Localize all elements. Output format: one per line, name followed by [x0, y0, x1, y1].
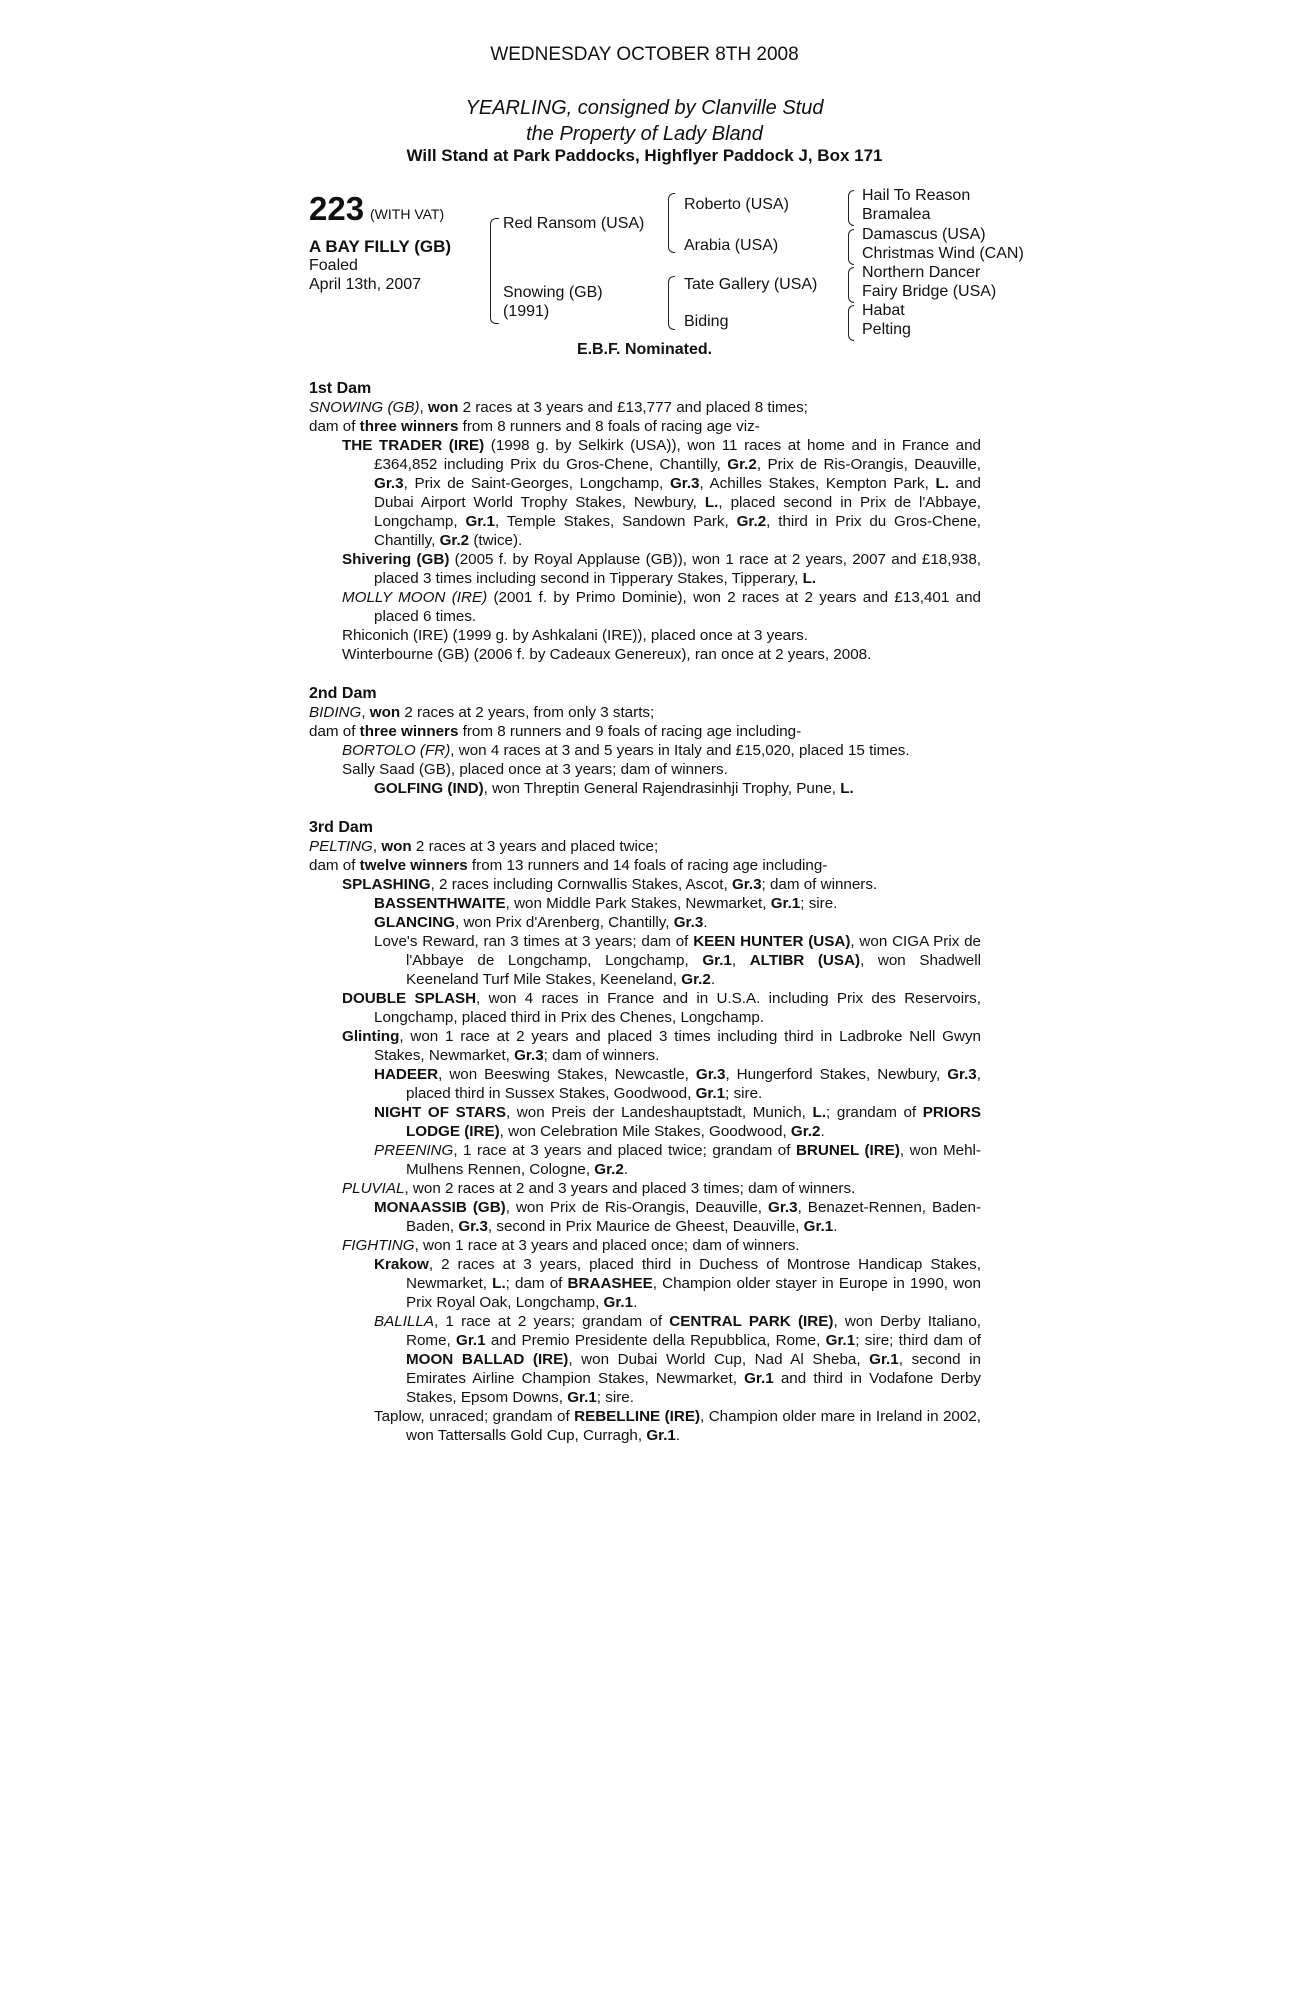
pedigree-entry: BIDING, won 2 races at 2 years, from only 3 starts;: [309, 704, 655, 721]
section-heading: 3rd Dam: [309, 819, 374, 836]
pedigree-entry: SPLASHING, 2 races including Cornwallis Stakes, Ascot, Gr.3; dam of winners.: [342, 876, 878, 893]
pedigree-entry: NIGHT OF STARS, won Preis der Landeshauptstadt, Munich, L.; grandam of PRIORS LODGE (IRE), won Celebration Mile Stakes, Goodwood, Gr.2.: [374, 1104, 982, 1140]
pedigree-g7: Habat: [862, 302, 905, 319]
pedigree-entry: dam of three winners from 8 runners and 9 foals of racing age including-: [309, 723, 802, 740]
dam-line-text: [309, 379, 981, 1445]
pedigree-g8: Pelting: [862, 321, 911, 338]
pedigree-entry: MONAASSIB (GB), won Prix de Ris-Orangis, Deauville, Gr.3, Benazet-Rennen, Baden-Baden, Gr.3, second in Prix Maurice de Gheest, Deauville, Gr.1.: [374, 1199, 982, 1235]
ebf-nomination: E.B.F. Nominated.: [576, 341, 713, 358]
pedigree-brace-g2: [848, 229, 854, 265]
pedigree-entry: THE TRADER (IRE) (1998 g. by Selkirk (USA)), won 11 races at home and in France and £364,852 including Prix du Gros-Chene, Chantilly, Gr.2, Prix de Ris-Orangis, Deauville, Gr.3, Prix de Saint-Georges, Longchamp, Gr.3, Achilles Stakes, Kempton Park, L. and Dubai Airport World Trophy Stakes, Newbury, L., placed second in Prix de l'Abbaye, Longchamp, Gr.1, Temple Stakes, Sandown Park, Gr.2, third in Prix du Gros-Chene, Chantilly, Gr.2 (twice).: [342, 437, 982, 549]
stabling-line: Will Stand at Park Paddocks, Highflyer Paddock J, Box 171: [406, 146, 883, 165]
pedigree-entry: Krakow, 2 races at 3 years, placed third in Duchess of Montrose Handicap Stakes, Newmarket, L.; dam of BRAASHEE, Champion older stayer in Europe in 1990, won Prix Royal Oak, Longchamp, Gr.1.: [374, 1256, 981, 1311]
pedigree-dam-sire: Tate Gallery (USA): [684, 276, 818, 293]
pedigree-dam-year: (1991): [503, 303, 550, 320]
vat-note: (WITH VAT): [370, 206, 445, 222]
pedigree-entry: Sally Saad (GB), placed once at 3 years; dam of winners.: [342, 761, 728, 778]
pedigree-sire-dam: Arabia (USA): [684, 237, 779, 254]
section-1st-dam: [309, 379, 981, 664]
pedigree-entry: PELTING, won 2 races at 3 years and placed twice;: [309, 838, 659, 855]
pedigree-entry: GLANCING, won Prix d'Arenberg, Chantilly, Gr.3.: [374, 914, 708, 931]
pedigree-g5: Northern Dancer: [862, 264, 981, 281]
pedigree-g2: Bramalea: [862, 206, 931, 223]
foaled-label: Foaled: [309, 257, 358, 274]
lot-number: 223: [309, 190, 365, 227]
sale-date: WEDNESDAY OCTOBER 8TH 2008: [490, 44, 799, 65]
pedigree-entry: MOLLY MOON (IRE) (2001 f. by Primo Dominie), won 2 races at 2 years and £13,401 and placed 6 times.: [342, 589, 981, 625]
pedigree-entry: BORTOLO (FR), won 4 races at 3 and 5 years in Italy and £15,020, placed 15 times.: [342, 742, 910, 759]
pedigree-entry: HADEER, won Beeswing Stakes, Newcastle, Gr.3, Hungerford Stakes, Newbury, Gr.3, placed third in Sussex Stakes, Goodwood, Gr.1; sire.: [374, 1066, 981, 1102]
pedigree-brace-main: [490, 218, 499, 324]
pedigree-entry: GOLFING (IND), won Threptin General Rajendrasinhji Trophy, Pune, L.: [374, 780, 854, 797]
pedigree-entry: PLUVIAL, won 2 races at 2 and 3 years and placed 3 times; dam of winners.: [342, 1180, 856, 1197]
pedigree-brace-dam: [668, 276, 675, 330]
pedigree-brace-g4: [848, 305, 854, 341]
foaled-date: April 13th, 2007: [309, 276, 422, 293]
pedigree-brace-g3: [848, 267, 854, 303]
section-heading: 1st Dam: [309, 380, 372, 397]
pedigree-entry: Shivering (GB) (2005 f. by Royal Applause (GB)), won 1 race at 2 years, 2007 and £18,938, placed 3 times including second in Tipperary Stakes, Tipperary, L.: [342, 551, 981, 587]
pedigree-sire: Red Ransom (USA): [503, 215, 645, 232]
pedigree-dam: Snowing (GB): [503, 284, 603, 301]
pedigree-brace-sire: [668, 193, 675, 253]
pedigree-entry: BALILLA, 1 race at 2 years; grandam of CENTRAL PARK (IRE), won Derby Italiano, Rome, Gr.1 and Premio Presidente della Repubblica, Rome, Gr.1; sire; third dam of MOON BALLAD (IRE), won Dubai World Cup, Nad Al Sheba, Gr.1, second in Emirates Airline Champion Stakes, Newmarket, Gr.1 and third in Vodafone Derby Stakes, Epsom Downs, Gr.1; sire.: [374, 1313, 981, 1406]
pedigree-g6: Fairy Bridge (USA): [862, 283, 997, 300]
pedigree-entry: Glinting, won 1 race at 2 years and placed 3 times including third in Ladbroke Nell Gwyn Stakes, Newmarket, Gr.3; dam of winners.: [342, 1028, 981, 1064]
pedigree-dam-dam: Biding: [684, 313, 729, 330]
pedigree-entry: BASSENTHWAITE, won Middle Park Stakes, Newmarket, Gr.1; sire.: [374, 895, 838, 912]
pedigree-entry: dam of three winners from 8 runners and 8 foals of racing age viz-: [309, 418, 760, 435]
pedigree-entry: Rhiconich (IRE) (1999 g. by Ashkalani (IRE)), placed once at 3 years.: [342, 627, 808, 644]
property-line: the Property of Lady Bland: [526, 123, 763, 145]
pedigree-entry: SNOWING (GB), won 2 races at 3 years and £13,777 and placed 8 times;: [309, 399, 808, 416]
pedigree-entry: DOUBLE SPLASH, won 4 races in France and in U.S.A. including Prix des Reservoirs, Longchamp, placed third in Prix des Chenes, Longchamp.: [342, 990, 981, 1026]
pedigree-entry: dam of twelve winners from 13 runners and 14 foals of racing age including-: [309, 857, 828, 874]
section-heading: 2nd Dam: [309, 685, 377, 702]
lot-description: A BAY FILLY (GB): [309, 237, 452, 256]
pedigree-sire-sire: Roberto (USA): [684, 196, 789, 213]
consignor-line: YEARLING, consigned by Clanville Stud: [465, 97, 824, 119]
section-2nd-dam: [309, 684, 981, 798]
pedigree-g3: Damascus (USA): [862, 226, 986, 243]
pedigree-g1: Hail To Reason: [862, 187, 971, 204]
pedigree-entry: Winterbourne (GB) (2006 f. by Cadeaux Genereux), ran once at 2 years, 2008.: [342, 646, 872, 663]
pedigree-g4: Christmas Wind (CAN): [862, 245, 1024, 262]
pedigree-entry: Love's Reward, ran 3 times at 3 years; dam of KEEN HUNTER (USA), won CIGA Prix de l'Abbaye de Longchamp, Longchamp, Gr.1, ALTIBR (USA), won Shadwell Keeneland Turf Mile Stakes, Keeneland, Gr.2.: [374, 933, 981, 988]
section-3rd-dam: [309, 818, 981, 1445]
pedigree-entry: PREENING, 1 race at 3 years and placed twice; grandam of BRUNEL (IRE), won Mehl-Mulhens Rennen, Cologne, Gr.2.: [374, 1142, 981, 1178]
pedigree-entry: Taplow, unraced; grandam of REBELLINE (IRE), Champion older mare in Ireland in 2002, won Tattersalls Gold Cup, Curragh, Gr.1.: [374, 1408, 981, 1444]
pedigree-entry: FIGHTING, won 1 race at 3 years and placed once; dam of winners.: [342, 1237, 800, 1254]
pedigree-brace-g1: [848, 190, 854, 226]
